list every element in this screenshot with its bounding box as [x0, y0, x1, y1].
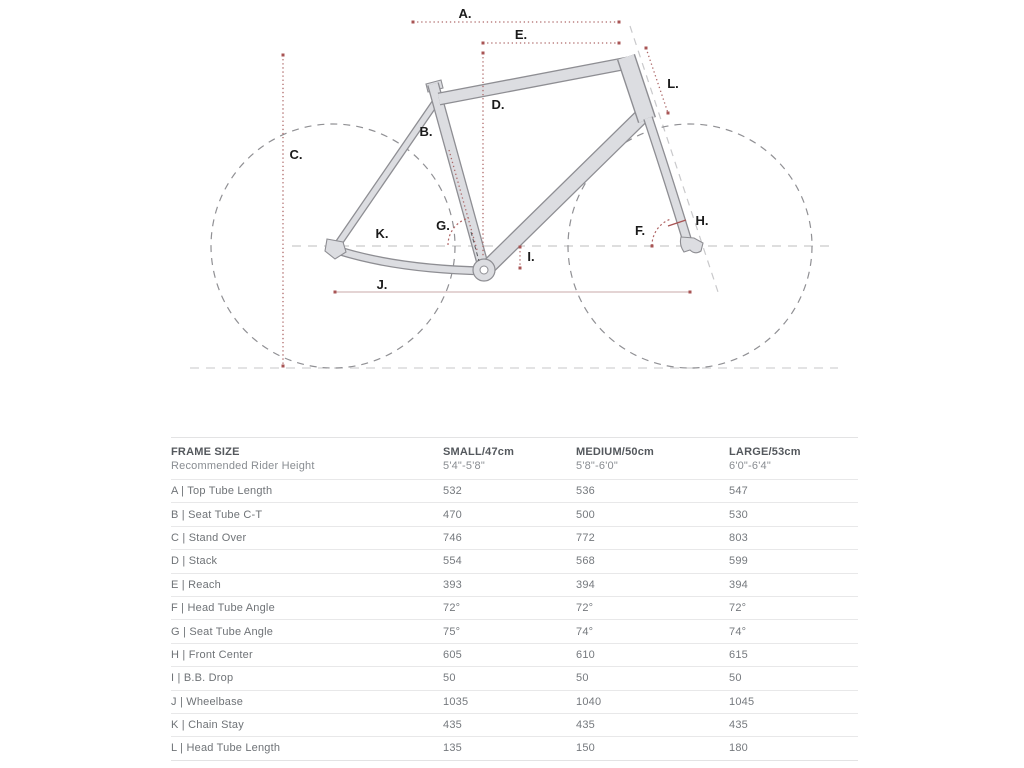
label-f-head-tube-angle: F.	[634, 223, 646, 238]
cell-value: 435	[729, 713, 858, 736]
cell-value: 150	[576, 737, 729, 760]
cell-value: 75°	[443, 620, 576, 643]
table-row	[171, 526, 858, 549]
label-h-front-center: H.	[695, 213, 709, 228]
table-row	[171, 620, 858, 643]
cell-value: 605	[443, 643, 576, 666]
cell-value: 536	[576, 480, 729, 503]
label-b-seat-tube: B.	[419, 124, 433, 139]
front-dropout	[680, 237, 703, 253]
table-row	[171, 643, 858, 666]
label-d-stack: D.	[491, 97, 505, 112]
header-small: SMALL/47cm	[443, 438, 576, 460]
cell-value: 1035	[443, 690, 576, 713]
cell-value: 72°	[729, 596, 858, 619]
row-label: C | Stand Over	[171, 526, 443, 549]
row-label: K | Chain Stay	[171, 713, 443, 736]
cell-value: 772	[576, 526, 729, 549]
table-row	[171, 573, 858, 596]
table-row	[171, 667, 858, 690]
header-large: LARGE/53cm	[729, 438, 858, 460]
dimension-lines	[283, 22, 668, 366]
table-row	[171, 503, 858, 526]
table-row	[171, 550, 858, 573]
cell-value: 1040	[576, 690, 729, 713]
cell-value: 554	[443, 550, 576, 573]
table-header-row	[171, 438, 858, 460]
label-i-bb-drop: I.	[527, 249, 535, 264]
row-label: E | Reach	[171, 573, 443, 596]
cell-value: 435	[443, 713, 576, 736]
cell-value: 532	[443, 480, 576, 503]
row-label: J | Wheelbase	[171, 690, 443, 713]
cell-value: 50	[443, 667, 576, 690]
geometry-spec-table	[171, 437, 858, 761]
cell-value: 568	[576, 550, 729, 573]
bike-frame	[325, 57, 703, 281]
angle-arc-f	[652, 219, 671, 246]
cell-value: 610	[576, 643, 729, 666]
subheader-medium-height: 5'8"-6'0"	[576, 460, 618, 472]
row-label: G | Seat Tube Angle	[171, 620, 443, 643]
cell-value: 530	[729, 503, 858, 526]
cell-value: 74°	[729, 620, 858, 643]
table-row	[171, 690, 858, 713]
cell-value: 1045	[729, 690, 858, 713]
label-a-top-tube-length: A.	[458, 6, 472, 21]
row-label: A | Top Tube Length	[171, 480, 443, 503]
cell-value: 50	[576, 667, 729, 690]
row-label: L | Head Tube Length	[171, 737, 443, 760]
label-l-head-tube-length: L.	[667, 76, 679, 91]
row-label: H | Front Center	[171, 643, 443, 666]
row-label: I | B.B. Drop	[171, 667, 443, 690]
subheader-rider-height: Recommended Rider Height	[171, 460, 315, 472]
cell-value: 50	[729, 667, 858, 690]
cell-value: 615	[729, 643, 858, 666]
header-medium: MEDIUM/50cm	[576, 438, 729, 460]
row-label: D | Stack	[171, 550, 443, 573]
cell-value: 803	[729, 526, 858, 549]
subheader-large-height: 6'0"-6'4"	[729, 460, 771, 472]
cell-value: 180	[729, 737, 858, 760]
table-row	[171, 596, 858, 619]
label-c-stand-over: C.	[289, 147, 303, 162]
header-frame-size: FRAME SIZE	[171, 438, 443, 460]
cell-value: 135	[443, 737, 576, 760]
cell-value: 500	[576, 503, 729, 526]
label-j-wheelbase: J.	[376, 277, 388, 292]
table-subheader-row	[171, 459, 858, 480]
cell-value: 746	[443, 526, 576, 549]
label-e-reach: E.	[514, 27, 528, 42]
row-label: B | Seat Tube C-T	[171, 503, 443, 526]
cell-value: 435	[576, 713, 729, 736]
row-label: F | Head Tube Angle	[171, 596, 443, 619]
table-row	[171, 737, 858, 760]
cell-value: 394	[576, 573, 729, 596]
cell-value: 599	[729, 550, 858, 573]
label-k-chain-stay: K.	[375, 226, 389, 241]
cell-value: 394	[729, 573, 858, 596]
cell-value: 393	[443, 573, 576, 596]
cell-value: 72°	[443, 596, 576, 619]
cell-value: 470	[443, 503, 576, 526]
subheader-small-height: 5'4"-5'8"	[443, 460, 485, 472]
table-row	[171, 713, 858, 736]
table-row	[171, 480, 858, 503]
cell-value: 74°	[576, 620, 729, 643]
cell-value: 547	[729, 480, 858, 503]
steering-axis-line	[630, 26, 718, 292]
label-g-seat-tube-angle: G.	[436, 218, 450, 233]
cell-value: 72°	[576, 596, 729, 619]
